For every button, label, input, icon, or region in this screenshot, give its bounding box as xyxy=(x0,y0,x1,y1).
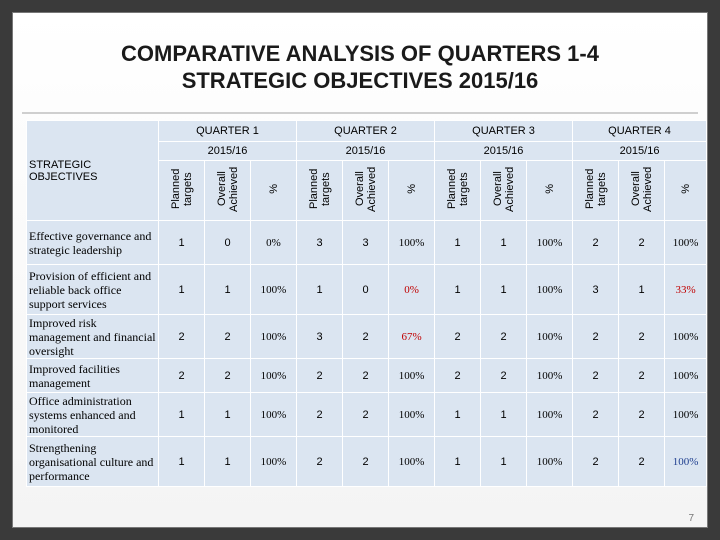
table-row xyxy=(27,437,707,487)
table-cell: 100% xyxy=(527,315,573,359)
table-cell: 1 xyxy=(481,221,527,265)
table-cell: 0 xyxy=(205,221,251,265)
table-cell: 1 xyxy=(297,265,343,315)
table-cell: 2 xyxy=(619,359,665,393)
table-cell: 2 xyxy=(573,315,619,359)
objective-label: Effective governance and strategic leadership xyxy=(27,221,159,265)
q1-subheader-percent xyxy=(251,161,297,221)
table-cell: 3 xyxy=(297,221,343,265)
table-cell: 1 xyxy=(619,265,665,315)
table-cell: 100% xyxy=(389,221,435,265)
q1-subheader-overall-achieved xyxy=(205,161,251,221)
quarter-3-header: QUARTER 3 xyxy=(435,121,573,142)
table-cell: 100% xyxy=(251,393,297,437)
table-cell: 2 xyxy=(343,359,389,393)
quarter-4-header: QUARTER 4 xyxy=(573,121,707,142)
q3-subheader-planned-targets xyxy=(435,161,481,221)
table-cell: 100% xyxy=(527,221,573,265)
q2-subheader-overall-achieved xyxy=(343,161,389,221)
objective-label: Strengthening organisational culture and performance xyxy=(27,437,159,487)
table-cell: 0% xyxy=(389,265,435,315)
table-cell: 2 xyxy=(573,359,619,393)
table-cell: 3 xyxy=(573,265,619,315)
table-cell: 2 xyxy=(619,315,665,359)
q4-subheader-percent xyxy=(665,161,707,221)
subheader-label: Planned targets xyxy=(583,168,608,210)
table-cell: 1 xyxy=(481,437,527,487)
table-cell: 2 xyxy=(573,393,619,437)
table-cell: 100% xyxy=(389,437,435,487)
table-cell: 2 xyxy=(573,437,619,487)
subheader-label: Planned targets xyxy=(445,168,470,210)
table-cell: 2 xyxy=(159,315,205,359)
title-line-2: STRATEGIC OBJECTIVES 2015/16 xyxy=(181,68,539,93)
table-cell: 1 xyxy=(159,393,205,437)
comparative-analysis-table xyxy=(26,120,707,487)
table-cell: 1 xyxy=(435,265,481,315)
subheader-label: Overall Achieved xyxy=(491,166,516,212)
table-cell: 0 xyxy=(343,265,389,315)
page-number: 7 xyxy=(688,513,694,524)
table-cell: 100% xyxy=(251,265,297,315)
quarter-4-year: 2015/16 xyxy=(573,142,707,161)
q4-subheader-overall-achieved xyxy=(619,161,665,221)
objective-label: Office administration systems enhanced and monitored xyxy=(27,393,159,437)
table-cell: 2 xyxy=(205,315,251,359)
slide xyxy=(12,12,708,528)
quarter-1-header: QUARTER 1 xyxy=(159,121,297,142)
subheader-label: % xyxy=(543,184,556,194)
subheader-label: % xyxy=(267,184,280,194)
table-cell: 100% xyxy=(527,393,573,437)
table-cell: 100% xyxy=(665,315,707,359)
subheader-label: Overall Achieved xyxy=(215,166,240,212)
subheader-label: Overall Achieved xyxy=(629,166,654,212)
table-cell: 33% xyxy=(665,265,707,315)
q2-subheader-planned-targets xyxy=(297,161,343,221)
table-cell: 3 xyxy=(297,315,343,359)
q1-subheader-planned-targets xyxy=(159,161,205,221)
table-cell: 0% xyxy=(251,221,297,265)
objective-label: Provision of efficient and reliable back office support services xyxy=(27,265,159,315)
table-cell: 1 xyxy=(205,265,251,315)
table-cell: 1 xyxy=(435,221,481,265)
table-cell: 1 xyxy=(481,393,527,437)
objective-label: Improved facilities management xyxy=(27,359,159,393)
table-cell: 100% xyxy=(527,265,573,315)
table-cell: 1 xyxy=(481,265,527,315)
quarter-2-year: 2015/16 xyxy=(297,142,435,161)
table-cell: 2 xyxy=(343,315,389,359)
table-cell: 1 xyxy=(205,437,251,487)
table-cell: 2 xyxy=(619,393,665,437)
table-cell: 100% xyxy=(665,359,707,393)
quarter-3-year: 2015/16 xyxy=(435,142,573,161)
table-cell: 100% xyxy=(251,359,297,393)
q3-subheader-overall-achieved xyxy=(481,161,527,221)
table-cell: 2 xyxy=(573,221,619,265)
table-cell: 3 xyxy=(343,221,389,265)
table-cell: 100% xyxy=(527,437,573,487)
table-cell: 100% xyxy=(665,393,707,437)
table-cell: 2 xyxy=(297,359,343,393)
slide-title xyxy=(12,40,708,94)
table-cell: 100% xyxy=(251,437,297,487)
table-cell: 2 xyxy=(619,437,665,487)
table-cell: 2 xyxy=(205,359,251,393)
table-row xyxy=(27,221,707,265)
table-cell: 2 xyxy=(481,359,527,393)
table-cell: 2 xyxy=(435,359,481,393)
subheader-label: Overall Achieved xyxy=(353,166,378,212)
table-cell: 1 xyxy=(435,393,481,437)
subheader-label: Planned targets xyxy=(169,168,194,210)
table-cell: 1 xyxy=(159,265,205,315)
table-row xyxy=(27,393,707,437)
table-cell: 2 xyxy=(481,315,527,359)
subheader-label: % xyxy=(679,184,692,194)
table-cell: 1 xyxy=(205,393,251,437)
q4-subheader-planned-targets xyxy=(573,161,619,221)
quarter-1-year: 2015/16 xyxy=(159,142,297,161)
table-cell: 100% xyxy=(665,437,707,487)
subheader-label: % xyxy=(405,184,418,194)
objectives-column-header: STRATEGIC OBJECTIVES xyxy=(27,121,159,221)
table-cell: 100% xyxy=(527,359,573,393)
title-divider xyxy=(22,112,698,114)
table-cell: 2 xyxy=(619,221,665,265)
quarter-2-header: QUARTER 2 xyxy=(297,121,435,142)
table-cell: 67% xyxy=(389,315,435,359)
table-row xyxy=(27,359,707,393)
objective-label: Improved risk management and financial oversight xyxy=(27,315,159,359)
q2-subheader-percent xyxy=(389,161,435,221)
table-cell: 2 xyxy=(435,315,481,359)
table-cell: 100% xyxy=(251,315,297,359)
table-cell: 2 xyxy=(159,359,205,393)
table-cell: 2 xyxy=(297,437,343,487)
table-row xyxy=(27,315,707,359)
subheader-label: Planned targets xyxy=(307,168,332,210)
title-line-1: COMPARATIVE ANALYSIS OF QUARTERS 1-4 xyxy=(121,41,599,66)
table-cell: 100% xyxy=(389,393,435,437)
table-cell: 1 xyxy=(435,437,481,487)
table-row xyxy=(27,265,707,315)
table-cell: 100% xyxy=(665,221,707,265)
table-cell: 2 xyxy=(343,437,389,487)
q3-subheader-percent xyxy=(527,161,573,221)
table-cell: 2 xyxy=(297,393,343,437)
table-cell: 1 xyxy=(159,437,205,487)
table-cell: 1 xyxy=(159,221,205,265)
table-cell: 2 xyxy=(343,393,389,437)
table-cell: 100% xyxy=(389,359,435,393)
